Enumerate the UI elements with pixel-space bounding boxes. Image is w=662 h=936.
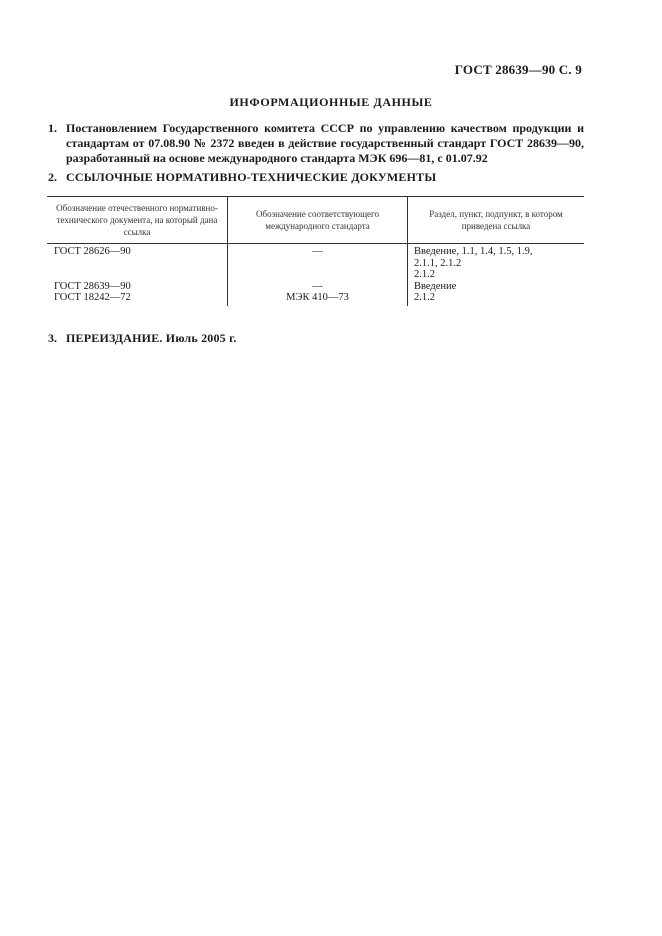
section-3 (48, 331, 584, 346)
reference-documents-table (47, 196, 584, 306)
section-2 (48, 170, 584, 185)
table-header (47, 196, 584, 244)
header-domestic-document: Обозначение отечественного нормативно-технического документа, на который дана ссылка (56, 203, 218, 237)
table-cell: 2.1.2 (414, 269, 435, 280)
header-referencing-section: Раздел, пункт, подпункт, в котором приведена ссылка (407, 197, 584, 243)
document-title: ИНФОРМАЦИОННЫЕ ДАННЫЕ (229, 95, 433, 109)
section-number: 3. (48, 331, 57, 345)
table-cell: — (312, 280, 323, 292)
section-number: 2. (48, 170, 57, 184)
table-cell: — (312, 246, 323, 257)
section-number: 1. (48, 121, 57, 135)
header-international-standard: Обозначение соответствующего международного стандарта (227, 197, 407, 243)
table-cell: Введение, 1.1, 1.4, 1.5, 1.9, (414, 246, 533, 257)
table-cell: ГОСТ 28639—90 (54, 280, 131, 292)
section-text: ПЕРЕИЗДАНИЕ. Июль 2005 г. (66, 331, 237, 345)
section-text: Постановлением Государственного комитета СССР по управлению качеством продукции и стандартам от 07.08.90 № 2372 введен в действие государственный стандарт ГОСТ 28639—90, разработанный на основе международного стандарта МЭК 696—81, с 01.07.92 (66, 121, 584, 165)
section-1 (48, 121, 584, 166)
section-heading: ССЫЛОЧНЫЕ НОРМАТИВНО-ТЕХНИЧЕСКИЕ ДОКУМЕНТЫ (66, 170, 437, 184)
table-cell: МЭК 410—73 (286, 292, 349, 303)
column-sections (407, 244, 584, 306)
column-domestic (47, 244, 227, 306)
table-cell: ГОСТ 28626—90 (54, 246, 131, 257)
table-cell: Введение (414, 280, 457, 292)
page-header: ГОСТ 28639—90 С. 9 (454, 62, 582, 77)
table-cell: 2.1.1, 2.1.2 (414, 257, 462, 269)
column-international (227, 244, 407, 306)
table-cell: ГОСТ 18242—72 (54, 292, 131, 303)
table-body (47, 244, 584, 306)
table-cell: 2.1.2 (414, 292, 435, 303)
